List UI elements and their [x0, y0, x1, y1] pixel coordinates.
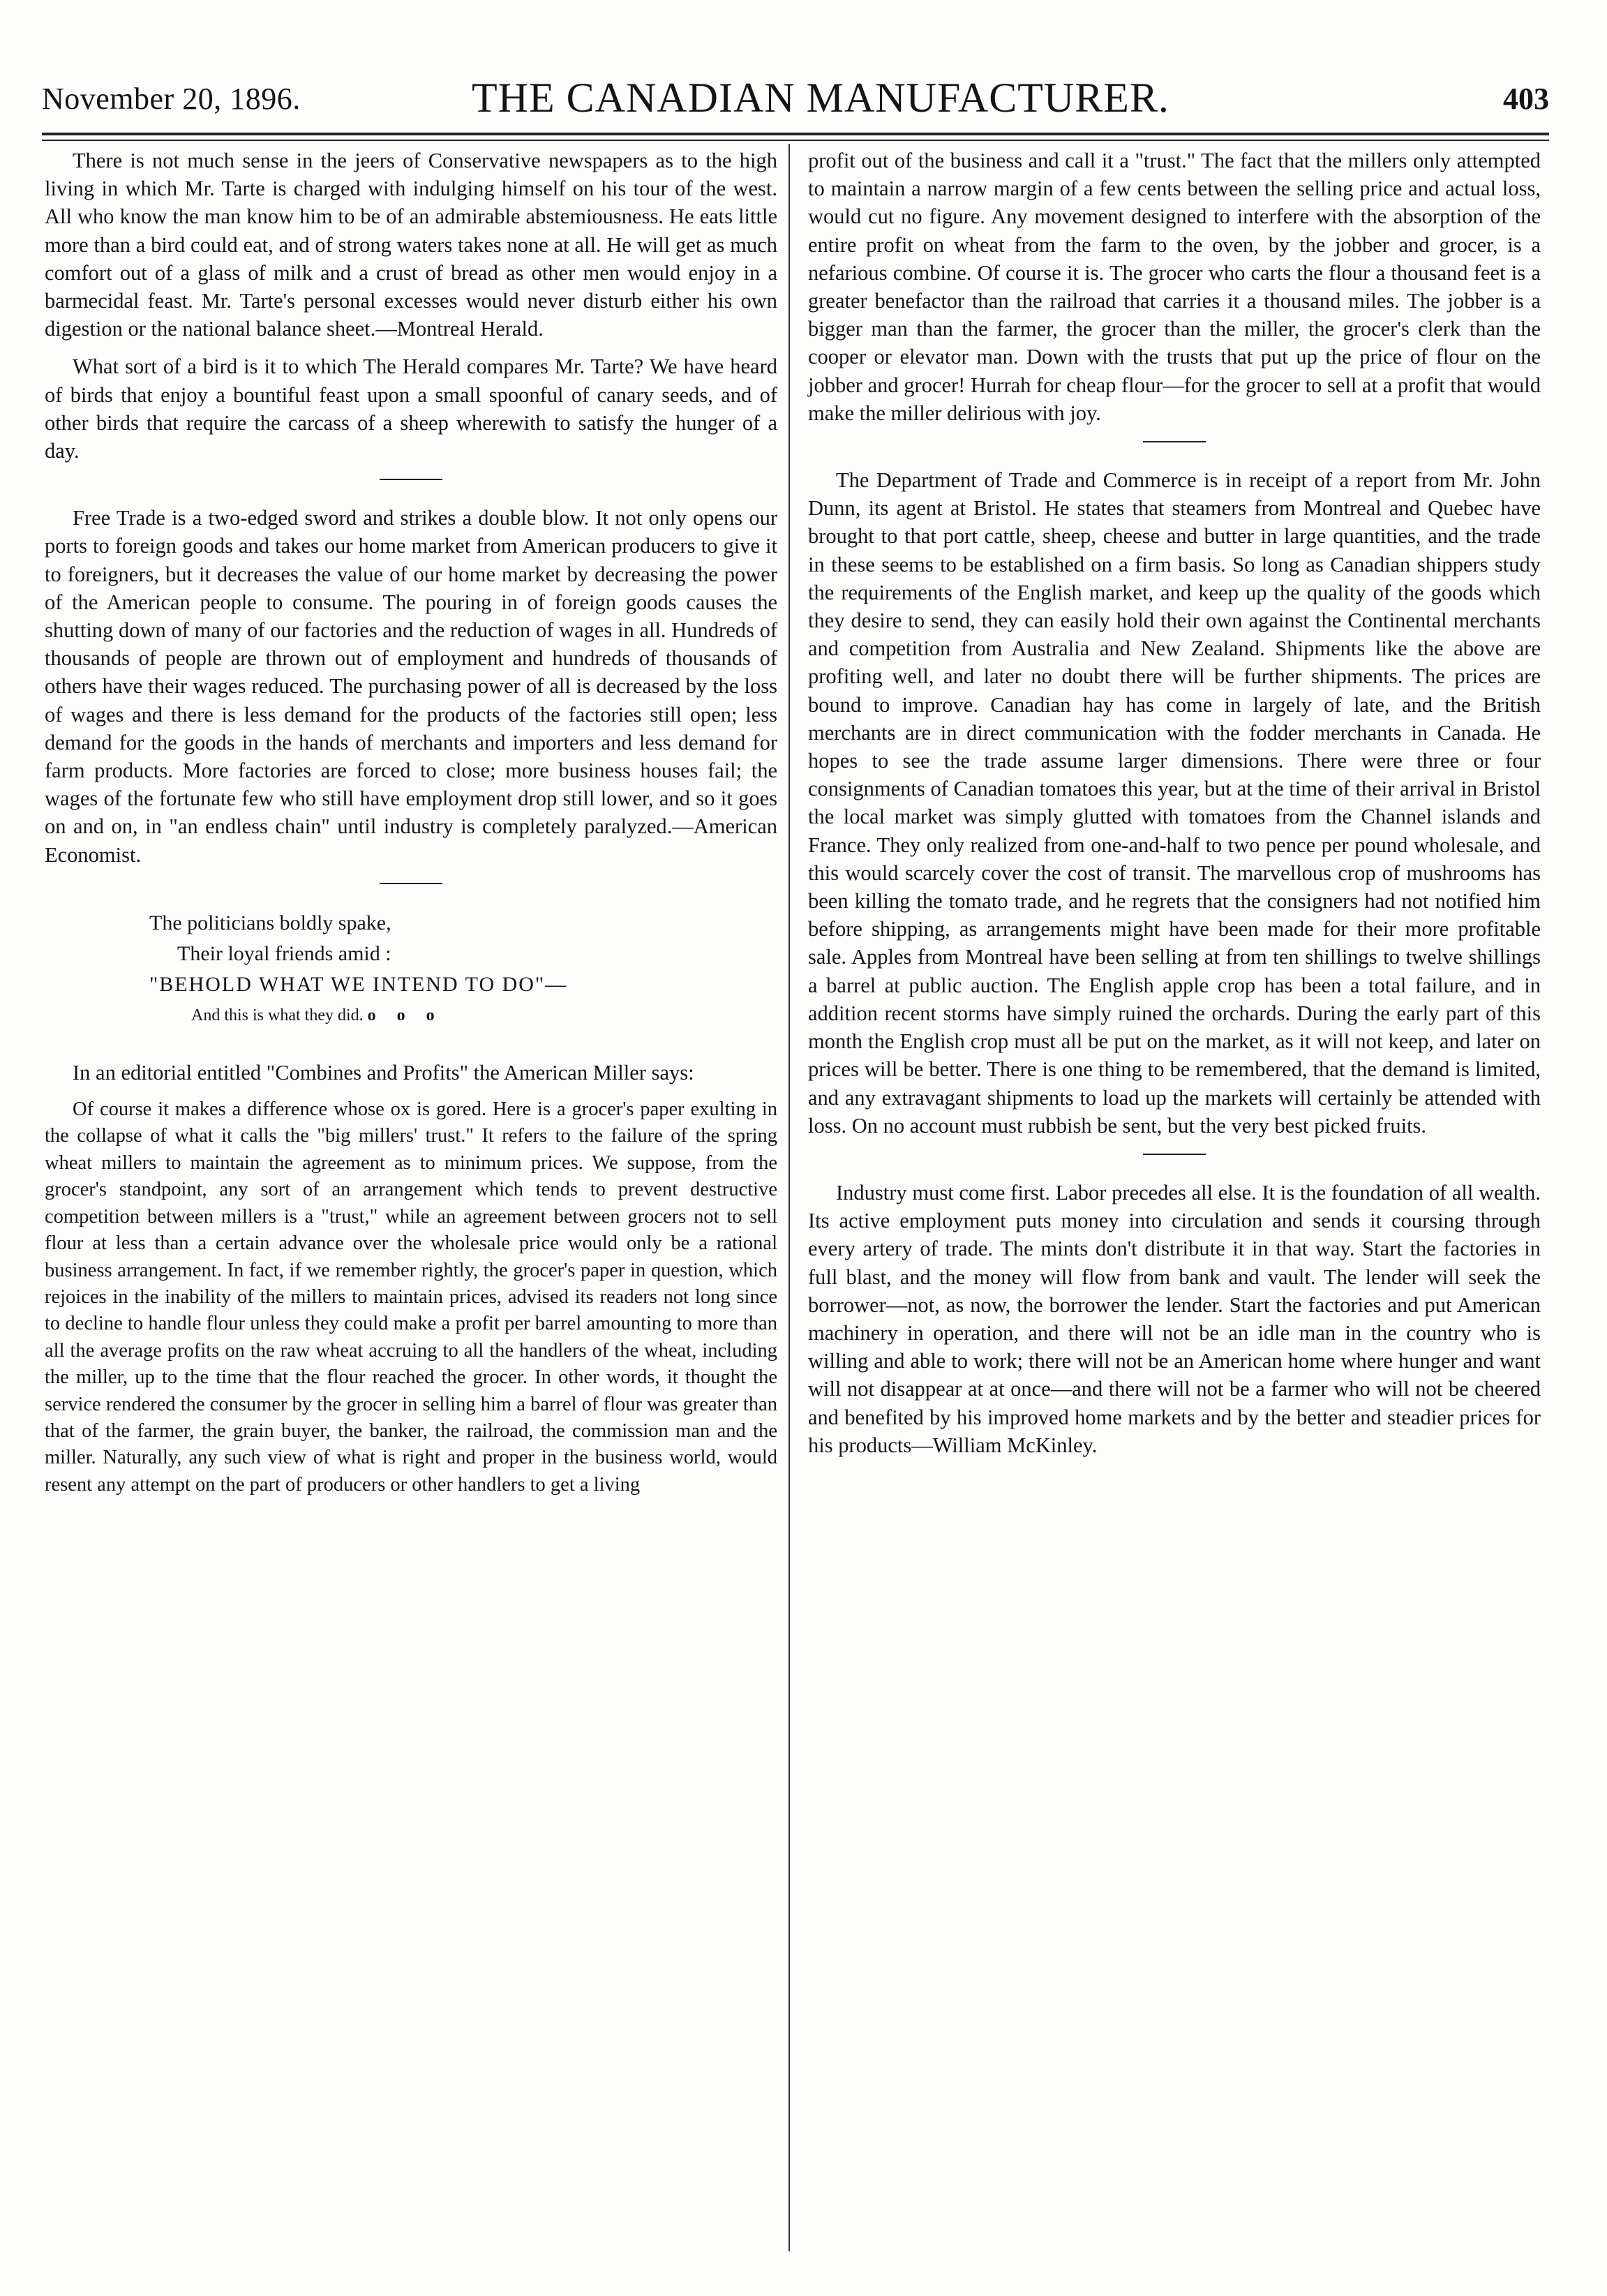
issue-date: November 20, 1896.: [42, 82, 301, 116]
section-divider: [1143, 441, 1206, 442]
article-combines-intro: In an editorial entitled "Combines and Profits" the American Miller says:: [73, 1060, 694, 1084]
verse-line: [149, 1000, 777, 1031]
column-divider: [788, 144, 790, 2251]
publication-title: THE CANADIAN MANUFACTURER.: [472, 75, 1169, 121]
right-column: [808, 147, 1541, 1469]
header-rule: [42, 133, 1549, 135]
article-combines-quote: Of course it makes a difference whose ox is gored. Here is a grocer's paper exulting in the collapse of what it calls the "big millers' trust." It refers to the failure of the spring wheat millers to maintain the agreement as to minimum prices. We suppose, from the grocer's standpoint, any sort of an arrangement which tends to prevent destructive competition between millers is a "trust," while an agreement between grocers not to sell flour at less than a certain advance over the wholesale price would only be a rational business arrangement. In fact, if we remember rightly, the grocer's paper in question, which rejoices in the inability of the millers to maintain prices, advised its readers not long since to decline to handle flour unless they could make a profit per barrel amounting to more than all the average profits on the raw wheat accruing to all the handlers of the wheat, including the miller, up to the time that the flour reached the grocer. In other words, it thought the service rendered the consumer by the grocer in selling him a barrel of flour was greater than that of the farmer, the grain buyer, the banker, the railroad, the commission man and the miller. Naturally, any such view of what is right and proper in the business world, would resent any attempt on the part of producers or other handlers to get a living: [45, 1098, 777, 1496]
verse-block: [149, 908, 777, 1031]
page-number: 403: [1503, 82, 1549, 116]
verse-line: "BEHOLD WHAT WE INTEND TO DO"—: [149, 972, 568, 996]
verse-dots: o o o: [367, 1006, 443, 1024]
header-rule-thin: [42, 140, 1549, 141]
article-trade-commerce-report: The Department of Trade and Commerce is in receipt of a report from Mr. John Dunn, its agent at Bristol. He states that steamers from Montreal and Quebec have brought to that port cattle, sheep, cheese and butter in large quantities, and the trade in these seems to be established on a firm basis. So long as Canadian shippers study the requirements of the English market, and keep up the quality of the goods which they desire to send, they can easily hold their own against the Continental merchants and competition from Australia and New Zealand. Shipments like the above are profiting well, and later no doubt there will be further shipments. The prices are bound to improve. Canadian hay has come in largely of late, and the British merchants are in direct communication with the fodder merchants in Canada. He hopes to see the trade assume larger dimensions. There were three or four consignments of Canadian tomatoes this year, but at the time of their arrival in Bristol the local market was simply glutted with tomatoes from the Channel islands and France. They only realized from one-and-half to two pence per pound wholesale, and this would scarcely cover the cost of transit. The marvellous crop of mushrooms has been killing the tomato trade, and he regrets that the consigners had not notified him before shipping, as arrangements might have been made for their more profitable sale. Apples from Montreal have been selling at from ten shillings to twelve shillings a barrel at public auction. The English apple crop has been a total failure, and in addition recent storms have simply ruined the orchards. During the early part of this month the English crop must all be put on the market, as it will not keep, and later on prices will be better. There is one thing to be remembered, that the demand is limited, and any extravagant shipments to load up the markets will certainly be attended with loss. On no account must rubbish be sent, but the very best picked fruits.: [808, 468, 1541, 1138]
article-tarte-herald: There is not much sense in the jeers of Conservative newspapers as to the high living in which Mr. Tarte is charged with indulging himself on his tour of the west. All who know the man know him to be of an admirable abstemiousness. He eats little more than a bird could eat, and of strong waters takes none at all. He will get as much comfort out of a glass of milk and a crust of bread as other men would enjoy in a barmecidal feast. Mr. Tarte's personal excesses would never disturb either his own digestion or the national balance sheet.—Montreal Herald.: [45, 149, 777, 341]
section-divider: [1143, 1154, 1206, 1155]
article-tarte-reply: What sort of a bird is it to which The Herald compares Mr. Tarte? We have heard of birds that enjoy a bountiful feast upon a small spoonful of canary seeds, and of other birds that require the carcass of a sheep wherewith to satisfy the hunger of a day.: [45, 355, 777, 463]
section-divider: [380, 883, 442, 884]
article-combines-continued: profit out of the business and call it a "trust." The fact that the millers only attempted to maintain a narrow margin of a few cents between the selling price and actual loss, would cut no figure. Any movement designed to interfere with the absorption of the entire profit on wheat from the farm to the oven, by the jobber and grocer, is a nefarious combine. Of course it is. The grocer who carts the flour a thousand feet is a greater benefactor than the railroad that carries it a thousand miles. The jobber is a bigger man than the farmer, the grocer than the miller, the grocer's clerk than the cooper or elevator man. Down with the trusts that put up the price of flour on the jobber and grocer! Hurrah for cheap flour—for the grocer to sell at a profit that would make the miller delirious with joy.: [808, 149, 1541, 425]
left-column: [45, 147, 777, 1508]
section-divider: [380, 479, 442, 480]
verse-line: Their loyal friends amid :: [177, 941, 391, 965]
page-header: [42, 68, 1549, 131]
article-free-trade: Free Trade is a two-edged sword and strikes a double blow. It not only opens our ports to foreign goods and takes our home market from American producers to give it to foreigners, but it decreases the value of our home market by decreasing the power of the American people to consume. The pouring in of foreign goods causes the shutting down of many of our factories and the reduction of wages in all. Hundreds of thousands of people are thrown out of employment and hundreds of thousands of others have their wages reduced. The purchasing power of all is decreased by the loss of wages and there is less demand for the products of the factories still open; less demand for the goods in the hands of merchants and importers and less demand for farm products. More factories are forced to close; more business houses fail; the wages of the fortunate few who still have employment drop still lower, and so it goes on and on, in "an endless chain" until industry is completely paralyzed.—American Economist.: [45, 506, 777, 867]
verse-line-text: And this is what they did.: [191, 1006, 364, 1024]
verse-line: The politicians boldly spake,: [149, 911, 391, 934]
article-industry-mckinley: Industry must come first. Labor precedes all else. It is the foundation of all wealth. Its active employment puts money into circulation and sends it coursing through every artery of trade. The mints don't distribute it in that way. Start the factories in full blast, and the money will flow from bank and vault. The lender will seek the borrower—not, as now, the borrower the lender. Start the factories and put American machinery in operation, and there will not be an idle man in the country who is willing and able to work; there will not be an American home where hunger and want will not disappear at at once—and there will not be a farmer who will not be cheered and benefited by his improved home markets and by the better and steadier prices for his products—William McKinley.: [808, 1180, 1541, 1457]
